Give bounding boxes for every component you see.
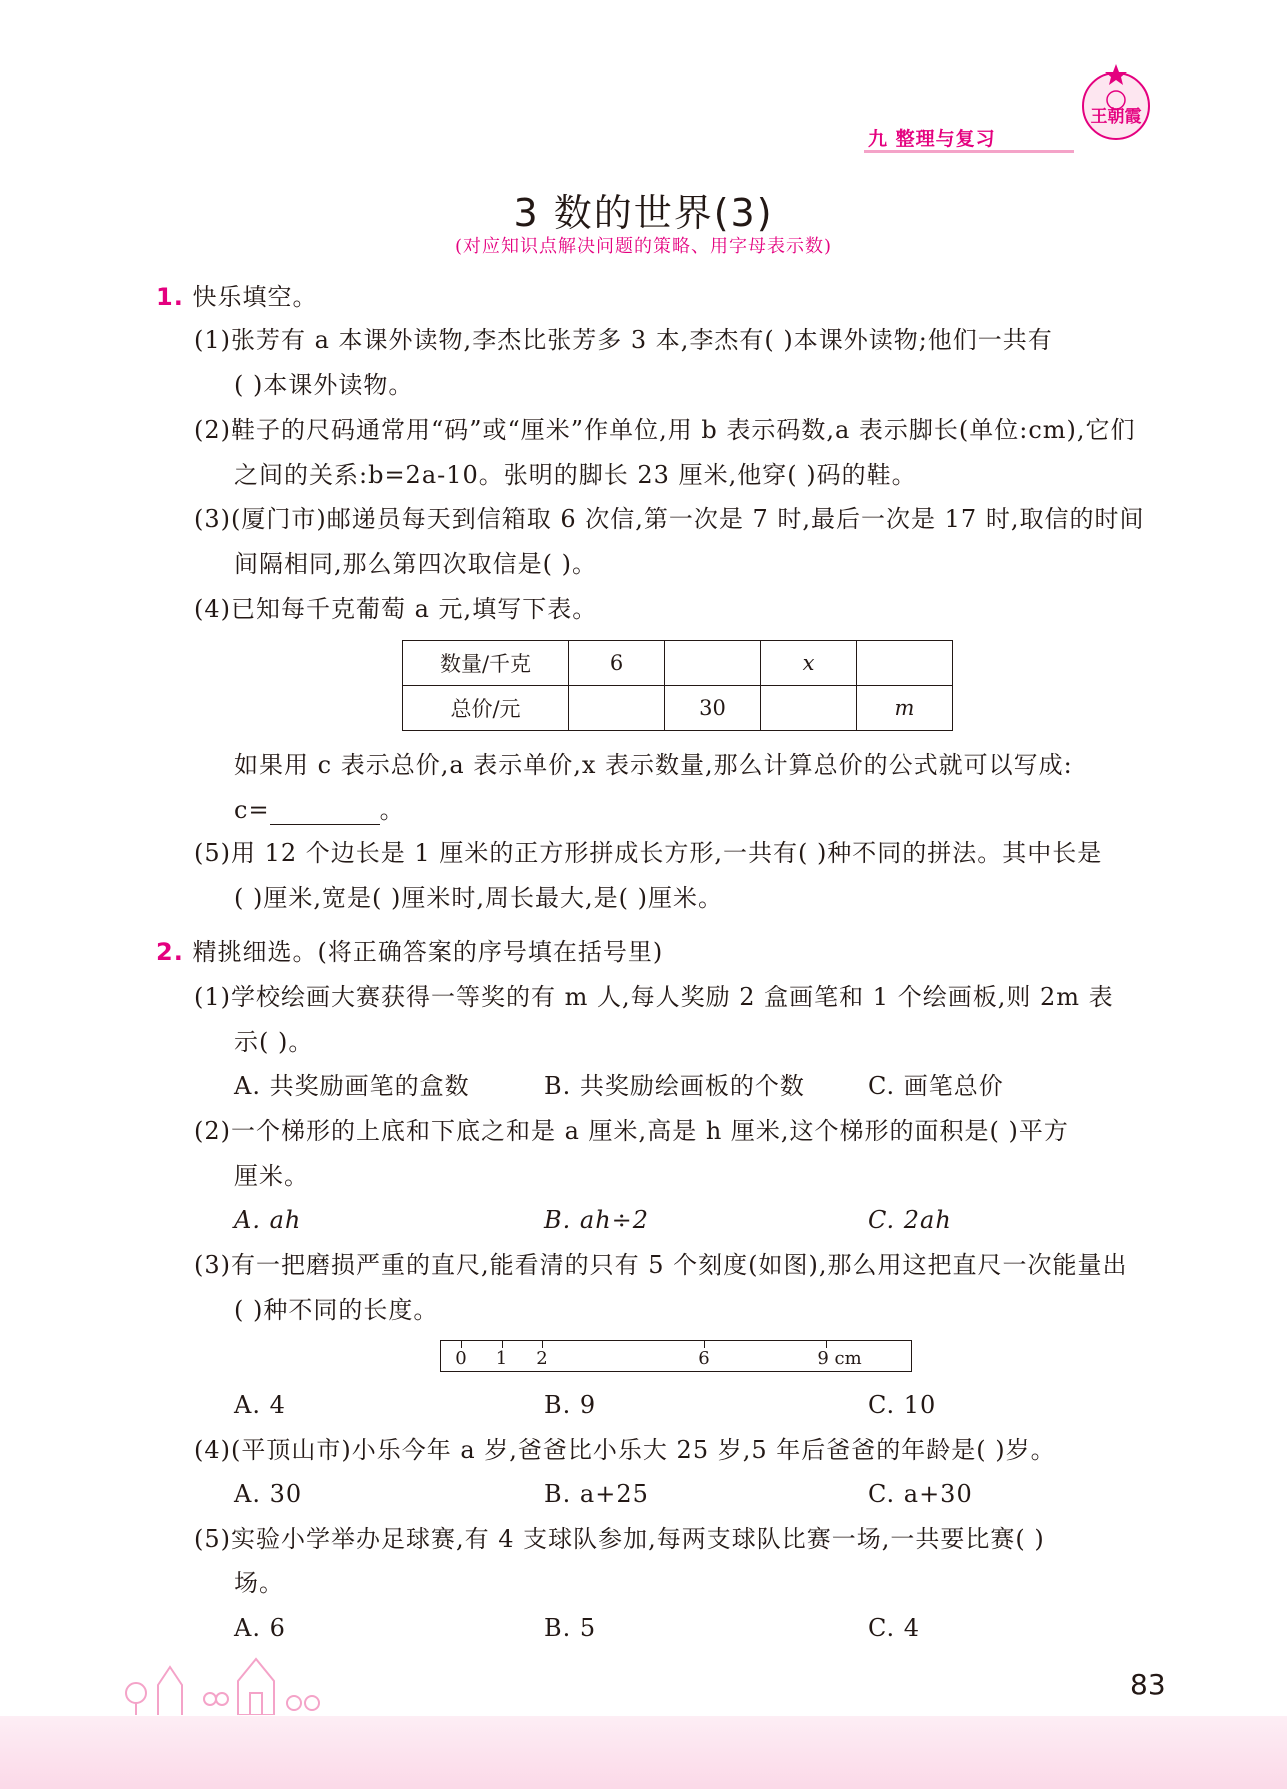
- brand-logo: [1075, 60, 1157, 142]
- formula-end: 。: [379, 796, 405, 824]
- q1-title: 快乐填空。: [192, 283, 318, 311]
- q2-p2-line2: 厘米。: [234, 1162, 309, 1190]
- q2-p5-line2: 场。: [234, 1569, 284, 1597]
- q1-p5-line1: (5)用 12 个边长是 1 厘米的正方形拼成长方形,一共有( )种不同的拼法。其中长是: [194, 839, 1103, 867]
- table-cell: [569, 686, 665, 731]
- q2-p4-option-c: C. a+30: [868, 1480, 973, 1508]
- ruler-tick: [542, 1341, 543, 1348]
- q2-number: 2.: [156, 938, 184, 966]
- table-row: [403, 686, 953, 731]
- q1-p5-line2: ( )厘米,宽是( )厘米时,周长最大,是( )厘米。: [234, 884, 723, 912]
- q2-p4-line1: (4)(平顶山市)小乐今年 a 岁,爸爸比小乐大 25 岁,5 年后爸爸的年龄是( )岁。: [194, 1436, 1056, 1464]
- section-tag: 九 整理与复习: [868, 128, 996, 150]
- q1-p4-line1: (4)已知每千克葡萄 a 元,填写下表。: [194, 595, 598, 623]
- q2-p1-line2: 示( )。: [234, 1028, 314, 1056]
- q2-p3-option-c: C. 10: [868, 1391, 937, 1419]
- ruler-tick: [826, 1341, 827, 1348]
- ruler-tick-label: 2: [536, 1348, 548, 1369]
- q1-p1-line1: (1)张芳有 a 本课外读物,李杰比张芳多 3 本,李杰有( )本课外读物;他们一共有: [194, 326, 1053, 354]
- q2-p3-line1: (3)有一把磨损严重的直尺,能看清的只有 5 个刻度(如图),那么用这把直尺一次能量出: [194, 1251, 1128, 1279]
- q2-p3-option-a: A. 4: [234, 1391, 286, 1419]
- q1-p2-line1: (2)鞋子的尺码通常用“码”或“厘米”作单位,用 b 表示码数,a 表示脚长(单位:cm),它们: [194, 416, 1136, 444]
- formula-prefix: c=: [234, 796, 270, 824]
- footer-decoration: [118, 1645, 338, 1715]
- table-row: [403, 641, 953, 686]
- formula-blank[interactable]: [270, 802, 380, 825]
- q2-p2-option-b: B. ah÷2: [544, 1206, 650, 1234]
- section-tag-rule: [864, 150, 1074, 153]
- page-number: 83: [1130, 1668, 1166, 1701]
- house-trees-illustration: [118, 1645, 338, 1715]
- q2-p1-option-a: A. 共奖励画笔的盒数: [234, 1072, 470, 1100]
- q2-p2-line1: (2)一个梯形的上底和下底之和是 a 厘米,高是 h 厘米,这个梯形的面积是( )平方: [194, 1117, 1069, 1145]
- q2-p2-option-a: A. ah: [234, 1206, 302, 1234]
- q2-p4-option-a: A. 30: [234, 1480, 303, 1508]
- q1-number: 1.: [156, 283, 184, 311]
- worn-ruler-figure: [440, 1340, 912, 1372]
- table-cell: [857, 641, 953, 686]
- q2-p5-option-c: C. 4: [868, 1614, 921, 1642]
- table-cell: [665, 641, 761, 686]
- ruler-tick: [704, 1341, 705, 1348]
- ruler-tick-label: 9 cm: [817, 1348, 862, 1369]
- brand-logo-text: 王朝霞: [1090, 107, 1142, 127]
- price-table: [402, 640, 953, 731]
- q1-p1-line2: ( )本课外读物。: [234, 371, 414, 399]
- table-cell: 总价/元: [403, 686, 569, 731]
- q1-p3-line1: (3)(厦门市)邮递员每天到信箱取 6 次信,第一次是 7 时,最后一次是 17 时,取信的时间: [194, 505, 1145, 533]
- q1-p2-line2: 之间的关系:b=2a-10。张明的脚长 23 厘米,他穿( )码的鞋。: [234, 461, 917, 489]
- q2-p5-line1: (5)实验小学举办足球赛,有 4 支球队参加,每两支球队比赛一场,一共要比赛( ): [194, 1525, 1045, 1553]
- q2-p1-line1: (1)学校绘画大赛获得一等奖的有 m 人,每人奖励 2 盒画笔和 1 个绘画板,则 2m 表: [194, 983, 1114, 1011]
- q2-p4-option-b: B. a+25: [544, 1480, 649, 1508]
- page-subtitle: (对应知识点解决问题的策略、用字母表示数): [454, 236, 833, 257]
- q2-p1-option-b: B. 共奖励绘画板的个数: [544, 1072, 805, 1100]
- brand-logo-emblem: [1075, 60, 1157, 142]
- q2-heading: [156, 937, 663, 967]
- q1-p4-line2: 如果用 c 表示总价,a 表示单价,x 表示数量,那么计算总价的公式就可以写成:: [234, 751, 1073, 779]
- table-cell: x: [761, 641, 857, 686]
- page-title: 3 数的世界(3): [513, 191, 774, 235]
- table-cell: 6: [569, 641, 665, 686]
- q2-p1-option-c: C. 画笔总价: [868, 1072, 1004, 1100]
- ruler-tick: [502, 1341, 503, 1348]
- q2-p3-option-b: B. 9: [544, 1391, 597, 1419]
- table-cell: m: [857, 686, 953, 731]
- table-cell: [761, 686, 857, 731]
- q2-p5-option-a: A. 6: [234, 1614, 286, 1642]
- q2-title: 精挑细选。(将正确答案的序号填在括号里): [192, 938, 664, 966]
- ruler-tick: [461, 1341, 462, 1348]
- ruler-tick-label: 6: [698, 1348, 710, 1369]
- table-cell: 30: [665, 686, 761, 731]
- q2-p5-option-b: B. 5: [544, 1614, 597, 1642]
- q2-p2-option-c: C. 2ah: [868, 1206, 952, 1234]
- q1-heading: [156, 282, 317, 312]
- ruler-tick-label: 0: [455, 1348, 467, 1369]
- q2-p3-line2: ( )种不同的长度。: [234, 1296, 439, 1324]
- footer-band: [0, 1716, 1287, 1789]
- q1-p4-line3: [234, 795, 405, 825]
- ruler-tick-label: 1: [495, 1348, 508, 1369]
- q1-p3-line2: 间隔相同,那么第四次取信是( )。: [234, 550, 597, 578]
- table-cell: 数量/千克: [403, 641, 569, 686]
